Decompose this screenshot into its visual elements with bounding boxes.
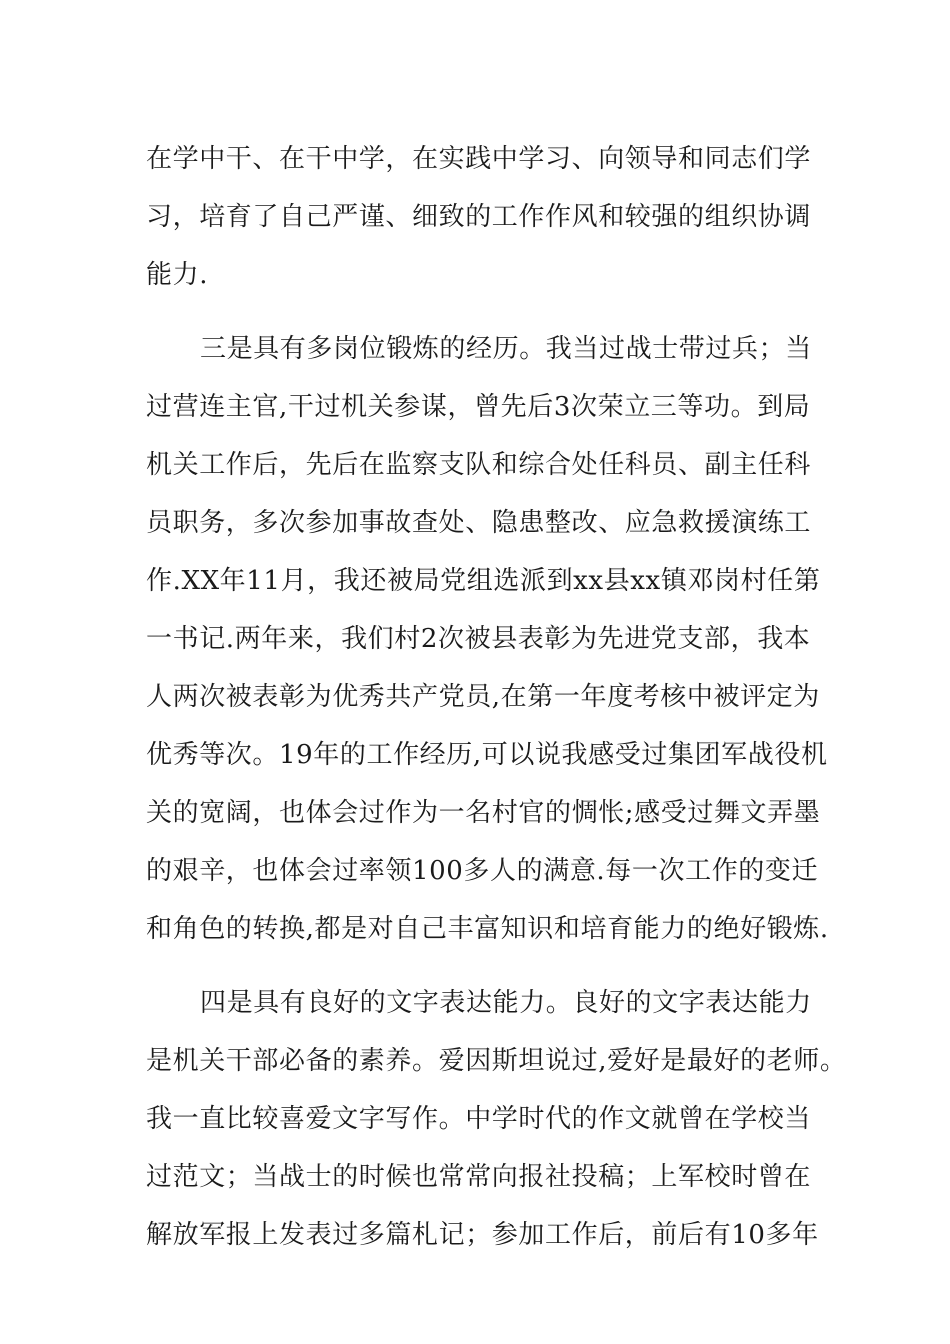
text-line: 的艰辛，也体会过率领100多人的满意.每一次工作的变迁 — [146, 856, 819, 886]
paragraph-three-first-line: 三是具有多岗位锻炼的经历。我当过战士带过兵；当 — [200, 334, 812, 364]
text-line: 过范文；当战士的时候也常常向报社投稿；上军校时曾在 — [146, 1162, 812, 1192]
body-text — [146, 130, 847, 1264]
text-line: 习，培育了自己严谨、细致的工作作风和较强的组织协调 — [146, 202, 812, 232]
text-line: 一书记.两年来，我们村2次被县表彰为先进党支部，我本 — [146, 624, 811, 654]
text-line: 人两次被表彰为优秀共产党员,在第一年度考核中被评定为 — [146, 682, 820, 712]
text-line: 优秀等次。19年的工作经历,可以说我感受过集团军战役机 — [146, 740, 828, 770]
text-line: 机关工作后，先后在监察支队和综合处任科员、副主任科 — [146, 450, 812, 480]
text-line: 是机关干部必备的素养。爱因斯坦说过,爱好是最好的老师。 — [146, 1046, 847, 1076]
text-line: 我一直比较喜爱文字写作。中学时代的作文就曾在学校当 — [146, 1104, 812, 1134]
text-line: 解放军报上发表过多篇札记；参加工作后，前后有10多年 — [146, 1220, 819, 1250]
text-line: 和角色的转换,都是对自己丰富知识和培育能力的绝好锻炼. — [146, 914, 829, 944]
text-line: 员职务，多次参加事故查处、隐患整改、应急救援演练工 — [146, 508, 812, 538]
text-line: 能力. — [146, 260, 209, 290]
paragraph-four-first-line: 四是具有良好的文字表达能力。良好的文字表达能力 — [200, 988, 812, 1018]
text-line: 过营连主官,干过机关参谋，曾先后3次荣立三等功。到局 — [146, 392, 811, 422]
text-line: 作.XX年11月，我还被局党组选派到xx县xx镇邓岗村任第 — [146, 566, 821, 596]
text-line: 在学中干、在干中学，在实践中学习、向领导和同志们学 — [146, 144, 812, 174]
text-line: 关的宽阔，也体会过作为一名村官的惆怅;感受过舞文弄墨 — [146, 798, 821, 828]
